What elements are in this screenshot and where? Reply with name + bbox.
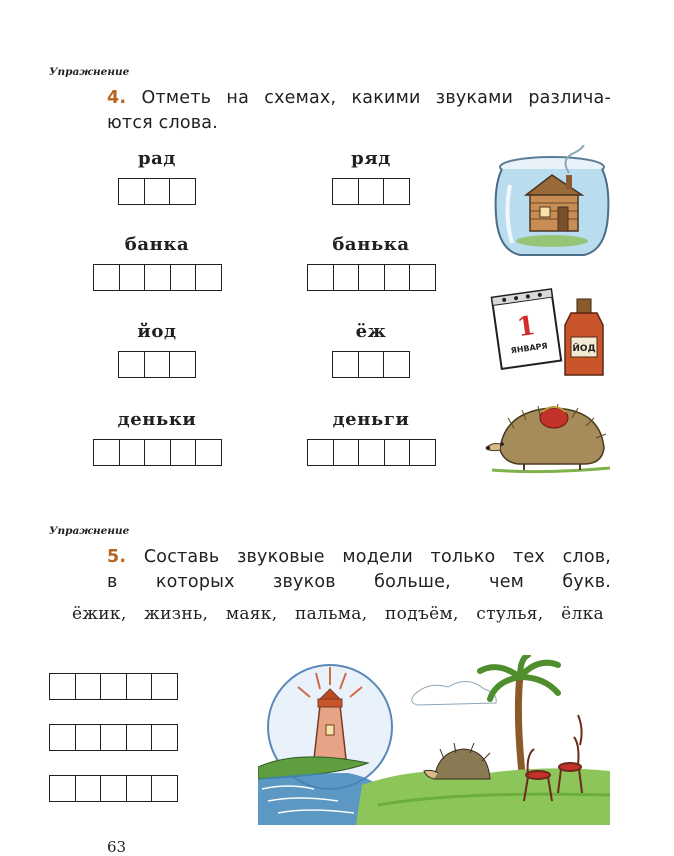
- pair-word: деньки: [117, 409, 197, 430]
- sound-cell[interactable]: [118, 351, 145, 378]
- sound-cell[interactable]: [332, 178, 359, 205]
- sound-cell[interactable]: [75, 775, 102, 802]
- sound-cell[interactable]: [383, 178, 410, 205]
- list-word: пальма,: [295, 604, 368, 624]
- sound-cell[interactable]: [100, 775, 127, 802]
- sound-cell[interactable]: [384, 439, 411, 466]
- bottle-label: ЙОД: [572, 344, 596, 354]
- sound-scheme: [93, 439, 222, 466]
- exercise-number: 5.: [107, 547, 127, 567]
- instruction-text-line-2: в которых звуков больше, чем букв.: [107, 572, 611, 592]
- sound-cell[interactable]: [169, 178, 196, 205]
- exercise-number: 4.: [107, 88, 127, 108]
- exercise-label: Упражнение: [49, 66, 130, 78]
- sound-cell[interactable]: [195, 439, 222, 466]
- sound-cell[interactable]: [358, 351, 385, 378]
- sound-scheme: [332, 351, 410, 378]
- sound-cell[interactable]: [119, 439, 146, 466]
- pair-word: деньги: [332, 409, 410, 430]
- word-list: [72, 604, 604, 624]
- sound-cell[interactable]: [333, 264, 360, 291]
- sound-cell[interactable]: [307, 439, 334, 466]
- page-number: 63: [107, 838, 127, 856]
- jar-with-house-illustration: [490, 145, 614, 263]
- calendar-month: ЯНВАРЯ: [510, 341, 549, 356]
- sound-cell[interactable]: [358, 264, 385, 291]
- pair-word: ряд: [351, 148, 391, 169]
- sound-cell[interactable]: [144, 178, 171, 205]
- sound-cell[interactable]: [151, 724, 178, 751]
- sound-cell[interactable]: [409, 439, 436, 466]
- pair-word: банька: [332, 234, 410, 255]
- sound-cell[interactable]: [307, 264, 334, 291]
- sound-cell[interactable]: [49, 673, 76, 700]
- pair-word: рад: [137, 148, 177, 169]
- instruction-text-line-2: ются слова.: [107, 113, 218, 133]
- sound-cell[interactable]: [126, 673, 153, 700]
- sound-cell[interactable]: [119, 264, 146, 291]
- sound-scheme: [332, 178, 410, 205]
- exercise-5-instruction: [107, 545, 611, 595]
- sound-cell[interactable]: [333, 439, 360, 466]
- sound-cell[interactable]: [332, 351, 359, 378]
- pair-word: ёж: [355, 321, 387, 342]
- pair-word: банка: [124, 234, 190, 255]
- sound-cell[interactable]: [383, 351, 410, 378]
- answer-scheme: [49, 724, 178, 751]
- seaside-landscape-illustration: [258, 655, 610, 825]
- calendar-and-iodine-illustration: [487, 285, 613, 381]
- list-word: маяк,: [225, 604, 278, 624]
- calendar-day: 1: [515, 310, 538, 344]
- sound-cell[interactable]: [49, 724, 76, 751]
- sound-cell[interactable]: [169, 351, 196, 378]
- sound-scheme: [307, 264, 436, 291]
- answer-scheme: [49, 673, 178, 700]
- list-word: стулья,: [476, 604, 544, 624]
- sound-scheme: [118, 178, 196, 205]
- pair-word: йод: [137, 321, 177, 342]
- sound-cell[interactable]: [144, 264, 171, 291]
- sound-cell[interactable]: [170, 264, 197, 291]
- sound-cell[interactable]: [100, 673, 127, 700]
- list-word: подъём,: [385, 604, 459, 624]
- sound-cell[interactable]: [93, 439, 120, 466]
- instruction-text-line-1: Составь звуковые модели только тех слов,: [143, 547, 611, 567]
- sound-scheme: [118, 351, 196, 378]
- sound-scheme: [307, 439, 436, 466]
- sound-scheme: [93, 264, 222, 291]
- sound-cell[interactable]: [409, 264, 436, 291]
- sound-cell[interactable]: [93, 264, 120, 291]
- sound-cell[interactable]: [49, 775, 76, 802]
- sound-cell[interactable]: [126, 775, 153, 802]
- sound-cell[interactable]: [358, 439, 385, 466]
- answer-scheme: [49, 775, 178, 802]
- sound-cell[interactable]: [126, 724, 153, 751]
- hedgehog-illustration: [484, 398, 614, 476]
- sound-cell[interactable]: [358, 178, 385, 205]
- sound-cell[interactable]: [75, 724, 102, 751]
- list-word: жизнь,: [144, 604, 209, 624]
- sound-cell[interactable]: [144, 351, 171, 378]
- sound-cell[interactable]: [151, 673, 178, 700]
- exercise-4-instruction: [107, 86, 611, 136]
- sound-cell[interactable]: [144, 439, 171, 466]
- exercise-label: Упражнение: [49, 525, 130, 537]
- sound-cell[interactable]: [100, 724, 127, 751]
- sound-cell[interactable]: [75, 673, 102, 700]
- instruction-text-line-1: Отметь на схемах, какими звуками различа-: [141, 88, 611, 108]
- sound-cell[interactable]: [118, 178, 145, 205]
- sound-cell[interactable]: [170, 439, 197, 466]
- sound-cell[interactable]: [384, 264, 411, 291]
- list-word: ёлка: [561, 604, 604, 624]
- sound-cell[interactable]: [195, 264, 222, 291]
- sound-cell[interactable]: [151, 775, 178, 802]
- list-word: ёжик,: [72, 604, 127, 624]
